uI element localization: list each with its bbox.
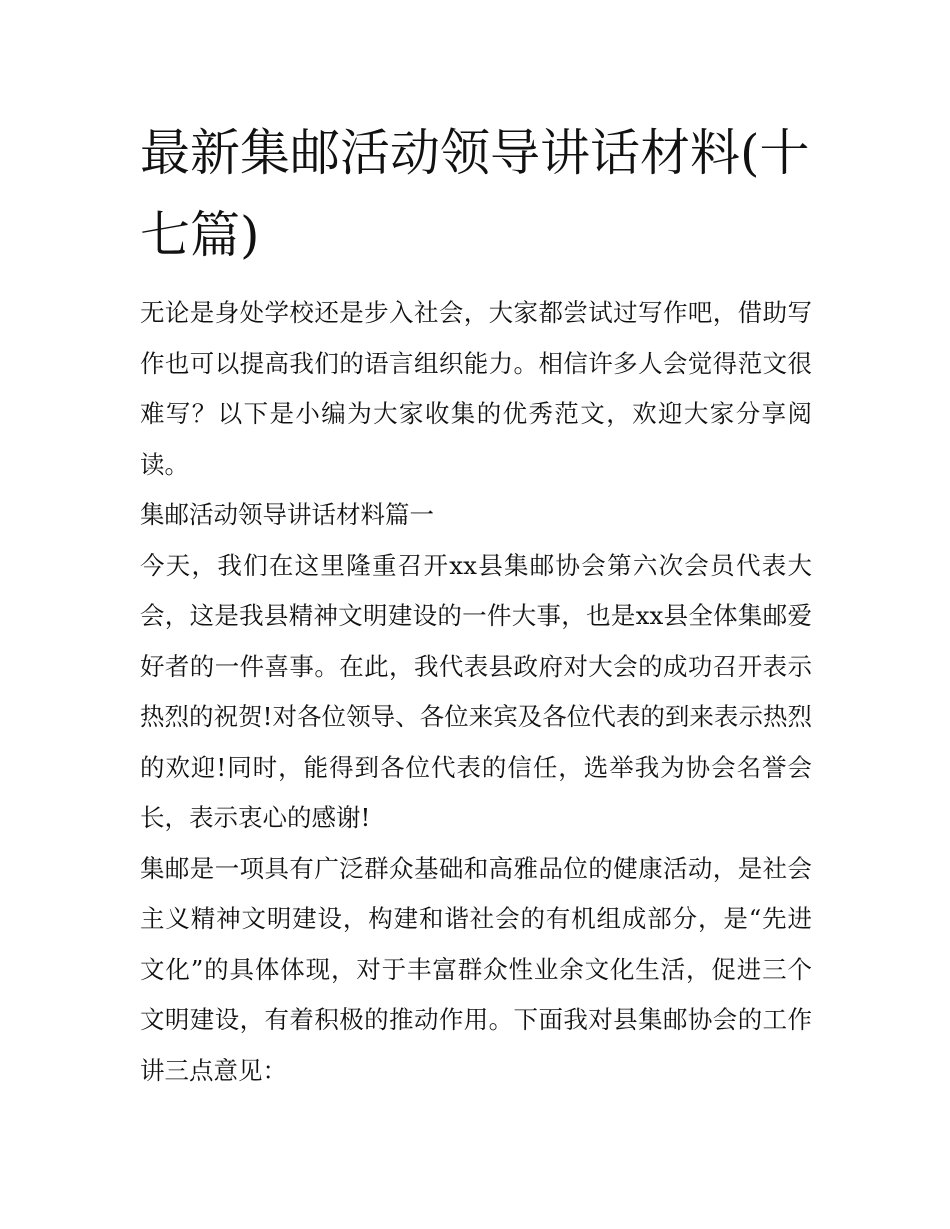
document-title: 最新集邮活动领导讲话材料(十七篇) (140, 124, 810, 264)
intro-paragraph: 无论是身处学校还是步入社会，大家都尝试过写作吧，借助写作也可以提高我们的语言组织能力。相信许多人会觉得范文很难写？以下是小编为大家收集的优秀范文，欢迎大家分享阅读。 (140, 298, 812, 479)
section-heading: 集邮活动领导讲话材料篇一 (140, 500, 434, 529)
body-paragraph-1: 今天，我们在这里隆重召开xx县集邮协会第六次会员代表大会，这是我县精神文明建设的一件大事，也是xx县全体集邮爱好者的一件喜事。在此，我代表县政府对大会的成功召开表示热烈的祝贺!对各位领导、各位来宾及各位代表的到来表示热烈的欢迎!同时，能得到各位代表的信任，选举我为协会名誉会长，表示衷心的感谢! (140, 550, 812, 832)
document-page (140, 112, 812, 1096)
body-paragraph-2: 集邮是一项具有广泛群众基础和高雅品位的健康活动，是社会主义精神文明建设，构建和谐社会的有机组成部分，是“先进文化”的具体体现，对于丰富群众性业余文化生活，促进三个文明建设，有着积极的推动作用。下面我对县集邮协会的工作讲三点意见： (140, 853, 812, 1085)
